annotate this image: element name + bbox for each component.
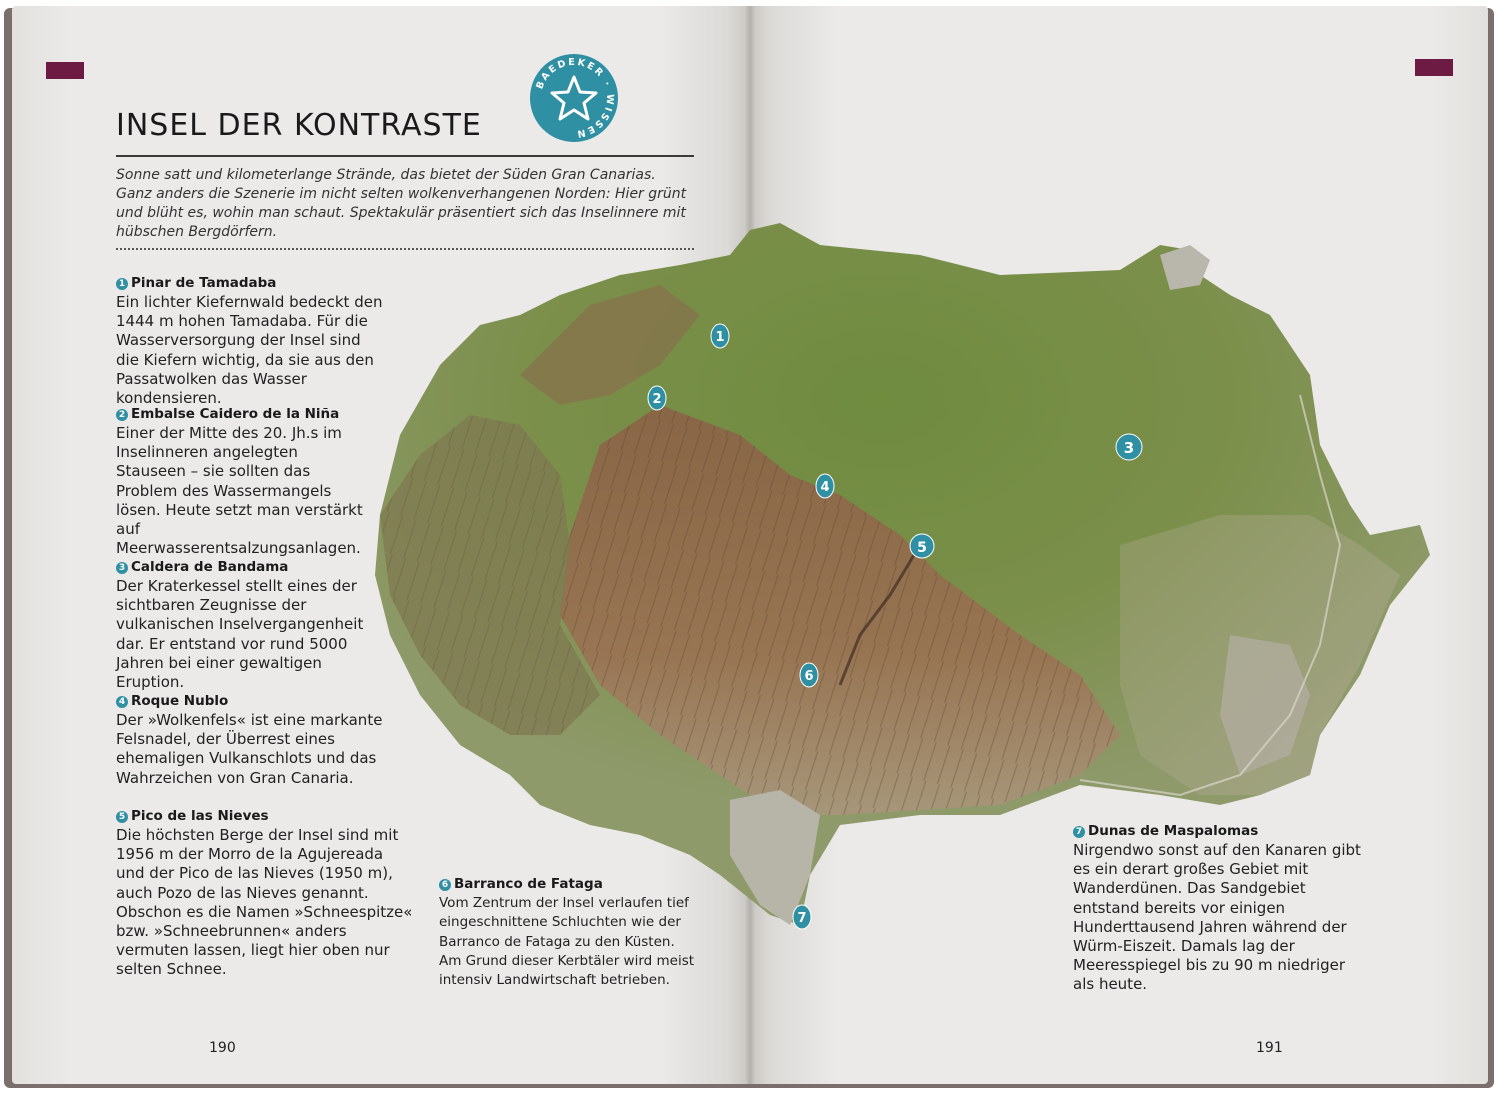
item-caldera-de-bandama xyxy=(116,559,380,692)
item-dunas-de-maspalomas xyxy=(1073,823,1363,995)
item-text: Ein lichter Kiefernwald bedeckt den 1444 m hohen Tamadaba. Für die Wasserversorgung der Insel sind die Kiefern wichtig, da sie aus den Passatwolken das Wasser kondensieren. xyxy=(116,293,383,408)
item-number: 4 xyxy=(116,696,128,708)
map-marker-4[interactable] xyxy=(816,474,834,498)
item-number: 2 xyxy=(116,409,128,421)
item-text: Die höchsten Berge der Insel sind mit 1956 m der Morro de la Agujereada und der Pico de las Nieves (1950 m), auch Pozo de las Nieves genannt. Obschon es die Namen »Schneespitze« bzw. »Schneebrunnen« anders vermuten lassen, liegt hier oben nur selten Schnee. xyxy=(116,826,413,979)
svg-text:3: 3 xyxy=(1123,439,1135,457)
svg-text:7: 7 xyxy=(797,911,807,926)
item-number: 6 xyxy=(439,879,451,891)
item-heading: 3 Caldera de Bandama xyxy=(116,559,380,576)
item-number: 5 xyxy=(116,811,128,823)
item-number: 7 xyxy=(1073,826,1085,838)
item-heading: 7 Dunas de Maspalomas xyxy=(1073,823,1363,840)
item-embalse-caidero xyxy=(116,406,372,558)
chapter-tab-right xyxy=(1415,59,1453,76)
item-heading: 6 Barranco de Fataga xyxy=(439,876,695,893)
item-roque-nublo xyxy=(116,693,396,788)
intro-text: Sonne satt und kilometerlange Strände, das bietet der Süden Gran Canarias. Ganz anders die Szenerie im nicht selten wolkenverhangenen Norden: Hier grünt und blüht es, wohin man schaut. Spektakulär präsentiert sich das Inselinnere mit hübschen Bergdörfern. xyxy=(116,167,687,240)
title-underline xyxy=(116,155,694,157)
svg-text:5: 5 xyxy=(917,540,927,556)
svg-text:6: 6 xyxy=(804,669,814,684)
item-text: Der »Wolkenfels« ist eine markante Felsnadel, der Überrest eines ehemaligen Vulkanschlots und das Wahrzeichen von Gran Canaria. xyxy=(116,711,383,787)
svg-text:1: 1 xyxy=(715,330,725,345)
map-marker-2[interactable] xyxy=(648,386,666,410)
map-marker-7[interactable] xyxy=(793,905,811,929)
map-marker-5[interactable] xyxy=(910,534,934,558)
item-text: Nirgendwo sonst auf den Kanaren gibt es ein derart großes Gebiet mit Wanderdünen. Das Sandgebiet entstand bereits vor einigen Hunderttausend Jahren während der Würm-Eiszeit. Damals lag der Meeresspiegel bis zu 90 m niedriger als heute. xyxy=(1073,841,1361,994)
item-heading: 5 Pico de las Nieves xyxy=(116,808,414,825)
item-pinar-de-tamadaba xyxy=(116,275,386,408)
item-heading: 1 Pinar de Tamadaba xyxy=(116,275,386,292)
page-number-left: 190 xyxy=(209,1040,236,1056)
item-number: 3 xyxy=(116,562,128,574)
map-marker-3[interactable] xyxy=(1116,434,1142,460)
item-number: 1 xyxy=(116,278,128,290)
svg-text:4: 4 xyxy=(820,480,830,495)
svg-text:2: 2 xyxy=(652,392,662,407)
item-text: Vom Zentrum der Insel verlaufen tief eingeschnittene Schluchten wie der Barranco de Fataga zu den Küsten. Am Grund dieser Kerbtäler wird meist intensiv Landwirtschaft betrieben. xyxy=(439,895,695,989)
page-title: INSEL DER KONTRASTE xyxy=(116,108,482,143)
item-pico-de-las-nieves xyxy=(116,808,414,980)
map-marker-6[interactable] xyxy=(800,663,818,687)
item-barranco-de-fataga xyxy=(439,876,695,990)
badge-text: BAEDEKER · WISSEN xyxy=(534,56,616,140)
map-marker-1[interactable] xyxy=(711,324,729,348)
item-text: Der Kraterkessel stellt eines der sichtbaren Zeugnisse der vulkanischen Inselvergangenheit dar. Er entstand vor rund 5000 Jahren bei einer gewaltigen Eruption. xyxy=(116,577,364,692)
item-heading: 4 Roque Nublo xyxy=(116,693,396,710)
item-heading: 2 Embalse Caidero de la Niña xyxy=(116,406,372,423)
chapter-tab-left xyxy=(46,62,84,79)
baedeker-wissen-badge xyxy=(529,53,619,143)
page-number-right: 191 xyxy=(1256,1040,1283,1056)
item-text: Einer der Mitte des 20. Jh.s im Inselinneren angelegten Stauseen – sie sollten das Problem des Wassermangels lösen. Heute setzt man verstärkt auf Meerwasserentsalzungsanlagen. xyxy=(116,424,363,558)
